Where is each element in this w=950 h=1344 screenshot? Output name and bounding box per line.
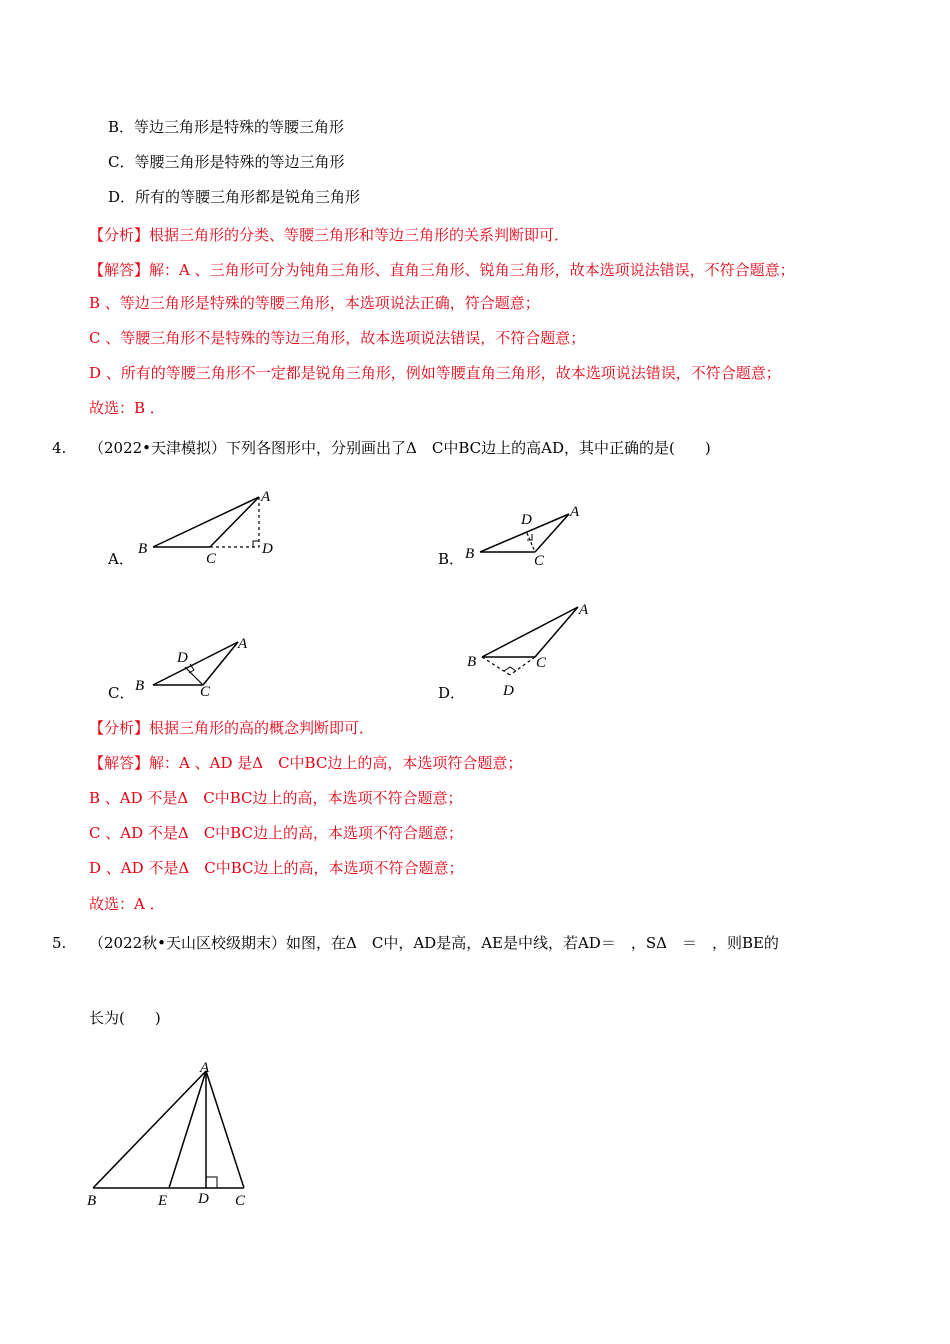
q4-figure-b	[462, 502, 592, 572]
q3-answer-d: D 、所有的等腰三角形不一定都是锐角三角形，例如等腰直角三角形，故本选项说法错误，不符合题意；	[89, 364, 781, 382]
fig5-label-c: C	[235, 1193, 246, 1209]
fig-b-segment-cd	[527, 533, 535, 552]
fig5-label-a: A	[200, 1060, 210, 1076]
fig-a-side-ca	[210, 497, 259, 547]
fig-c-label-b: B	[135, 678, 145, 694]
fig-d-side-ca	[535, 607, 578, 657]
q3-option-c: C．等腰三角形是特殊的等边三角形	[108, 153, 345, 171]
q5-stem-continued: 长为( )	[89, 1009, 161, 1027]
fig-a-side-ba	[153, 497, 259, 547]
fig5-median-ae	[169, 1071, 206, 1188]
q4-answer-a: 解：A 、AD 是Δ C中BC边上的高，本选项符合题意；	[149, 754, 523, 772]
fig-d-segment-bd	[482, 657, 510, 675]
q4-figure-a	[135, 488, 285, 568]
fig-d-label-b: B	[467, 654, 477, 670]
fig-d-side-ba	[482, 607, 578, 657]
q4-answer-d: D 、AD 不是Δ C中BC边上的高，本选项不符合题意；	[89, 859, 464, 877]
fig-d-right-angle	[504, 667, 516, 671]
q4-option-b-label: B．	[438, 550, 465, 568]
fig-c-side-ca	[203, 642, 238, 685]
fig5-right-angle	[206, 1177, 217, 1188]
q4-answer-a-line	[89, 753, 522, 773]
q5-stem: （2022秋•天山区校级期末）如图，在Δ C中，AD是高，AE是中线，若AD＝ ，SΔ ＝ ，则BE的	[89, 934, 779, 952]
q4-answer-b: B 、AD 不是Δ C中BC边上的高，本选项不符合题意；	[89, 789, 463, 807]
fig-b-label-d: D	[521, 512, 532, 528]
q3-option-d: D．所有的等腰三角形都是锐角三角形	[108, 188, 361, 206]
q3-answer-b: B 、等边三角形是特殊的等腰三角形，本选项说法正确，符合题意；	[89, 294, 540, 312]
q3-answer-a-line	[89, 260, 795, 280]
q3-option-b: B．等边三角形是特殊的等腰三角形	[108, 118, 345, 136]
q4-number: 4.	[52, 439, 67, 457]
fig-a-label-c: C	[206, 551, 217, 567]
fig5-label-d: D	[198, 1191, 209, 1207]
fig-b-side-ca	[535, 514, 569, 552]
fig-a-label-a: A	[261, 489, 271, 505]
q4-answer-c: C 、AD 不是Δ C中BC边上的高，本选项不符合题意；	[89, 824, 463, 842]
q3-answer-a: 解：A 、三角形可分为钝角三角形、直角三角形、锐角三角形，故本选项说法错误，不符合题意；	[149, 261, 795, 279]
q3-choose: 故选：B ．	[89, 399, 165, 417]
fig-c-label-d: D	[177, 650, 188, 666]
q4-figure-c	[135, 635, 255, 705]
q4-figure-d	[462, 597, 602, 702]
fig-c-side-ba	[153, 642, 238, 685]
q4-analysis: 【分析】根据三角形的高的概念判断即可．	[89, 719, 375, 737]
fig5-label-b: B	[87, 1193, 97, 1209]
fig5-side-ab	[93, 1071, 206, 1188]
q3-analysis: 【分析】根据三角形的分类、等腰三角形和等边三角形的关系判断即可．	[89, 226, 570, 244]
fig-b-label-c: C	[534, 553, 545, 569]
q4-answer-label: 【解答】	[89, 754, 150, 772]
q4-stem: （2022•天津模拟）下列各图形中，分别画出了Δ C中BC边上的高AD，其中正确的是( )	[89, 439, 711, 457]
fig-b-label-a: A	[570, 504, 580, 520]
q4-option-a-label: A．	[108, 550, 134, 568]
q3-answer-c: C 、等腰三角形不是特殊的等边三角形，故本选项说法错误，不符合题意；	[89, 329, 586, 347]
fig5-side-ac	[206, 1071, 244, 1188]
fig-a-right-angle	[253, 541, 259, 547]
q5-number: 5.	[52, 934, 67, 952]
q4-choose: 故选：A ．	[89, 895, 165, 913]
fig-b-label-b: B	[465, 546, 475, 562]
fig-a-label-d: D	[262, 541, 273, 557]
fig-d-label-a: A	[579, 602, 589, 618]
fig-c-label-c: C	[200, 684, 211, 700]
fig-d-segment-cd	[510, 657, 535, 675]
q5-figure	[85, 1055, 260, 1215]
fig5-label-e: E	[158, 1193, 168, 1209]
q4-option-d-label: D．	[438, 684, 466, 702]
fig-c-label-a: A	[238, 636, 248, 652]
q4-option-c-label: C．	[108, 684, 135, 702]
fig-d-label-d: D	[503, 683, 514, 699]
fig-d-label-c: C	[536, 655, 547, 671]
q3-answer-label: 【解答】	[89, 261, 150, 279]
fig-a-label-b: B	[138, 541, 148, 557]
